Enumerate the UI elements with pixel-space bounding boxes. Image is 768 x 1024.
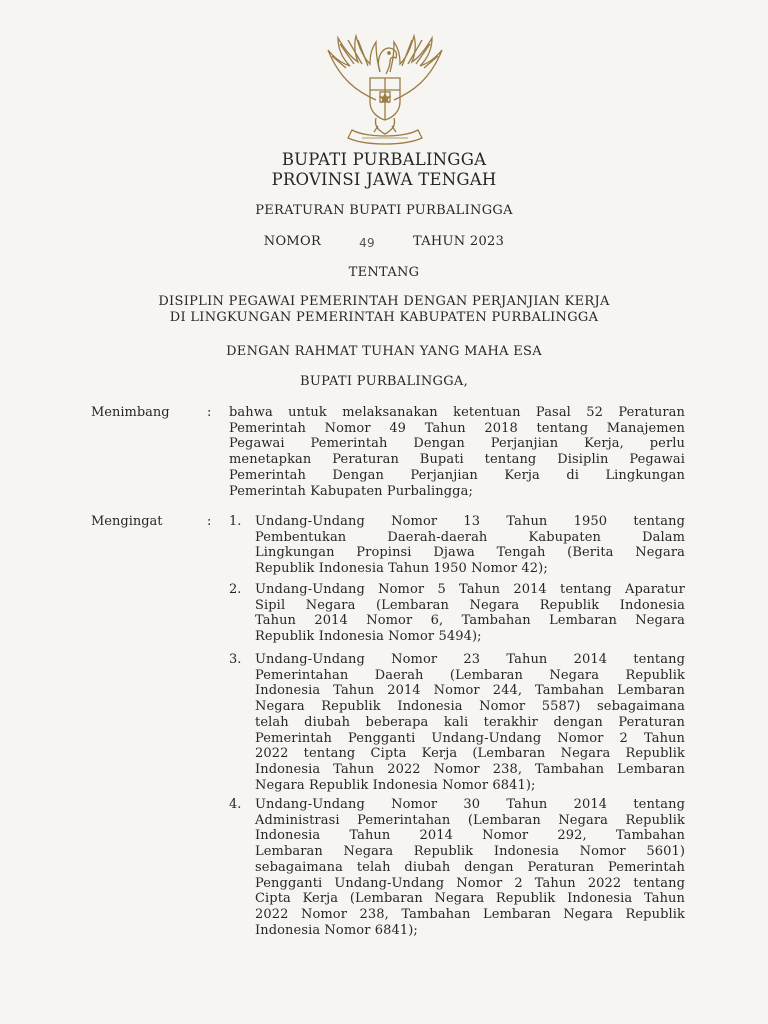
- list-item-line: Pemerintah Pengganti Undang-Undang Nomor 2 Tahun: [255, 730, 685, 746]
- mengingat-colon: :: [207, 514, 212, 529]
- tentang-heading: TENTANG: [348, 265, 420, 280]
- list-item-line: Undang-Undang Nomor 5 Tahun 2014 tentang Aparatur: [255, 582, 685, 597]
- list-item: [255, 514, 685, 577]
- list-item-line: Pembentukan Daerah-daerah Kabupaten Dalam: [255, 529, 685, 545]
- list-item-line: Undang-Undang Nomor 23 Tahun 2014 tentang: [255, 652, 685, 667]
- list-item-line: Undang-Undang Nomor 13 Tahun 1950 tentang: [255, 514, 685, 529]
- list-item-line: Undang-Undang Nomor 30 Tahun 2014 tentang: [255, 797, 685, 812]
- list-item-line: Pengganti Undang-Undang Nomor 2 Tahun 2022 tentang: [255, 875, 685, 891]
- mengingat-label: Mengingat: [91, 514, 163, 529]
- list-item-number: 4.: [229, 797, 242, 812]
- tahun-label: TAHUN 2023: [412, 234, 505, 249]
- nomor-value: 49: [359, 236, 375, 250]
- regulation-title-line-2: DI LINGKUNGAN PEMERINTAH KABUPATEN PURBALINGGA: [169, 310, 599, 325]
- list-item-line: Lingkungan Propinsi Djawa Tengah (Berita Negara: [255, 545, 685, 561]
- regulation-title-line-1: DISIPLIN PEGAWAI PEMERINTAH DENGAN PERJANJIAN KERJA: [158, 294, 610, 309]
- list-item-line: Indonesia Nomor 6841);: [255, 922, 418, 938]
- list-item-line: Indonesia Tahun 2014 Nomor 244, Tambahan Lembaran: [255, 683, 685, 699]
- list-item: [255, 652, 685, 793]
- menimbang-line: Pemerintah Nomor 49 Tahun 2018 tentang Manajemen: [229, 420, 685, 436]
- menimbang-line: menetapkan Peraturan Bupati tentang Disiplin Pegawai: [229, 452, 685, 468]
- menimbang-line: Pemerintah Kabupaten Purbalingga;: [229, 483, 473, 499]
- list-item-line: Pemerintahan Daerah (Lembaran Negara Republik: [255, 667, 685, 683]
- list-item: [255, 582, 685, 645]
- menimbang-text: [229, 405, 685, 499]
- header-line-1: BUPATI PURBALINGGA: [281, 150, 487, 169]
- regulation-number-line: [0, 233, 768, 250]
- regulation-title: [0, 294, 768, 326]
- list-item-number: 3.: [229, 652, 242, 667]
- list-item-line: Republik Indonesia Nomor 5494);: [255, 629, 482, 645]
- menimbang-colon: :: [207, 405, 212, 420]
- list-item-line: 2022 Nomor 238, Tambahan Lembaran Negara Republik: [255, 906, 685, 922]
- list-item-line: Negara Republik Indonesia Nomor 5587) sebagaimana: [255, 699, 685, 715]
- list-item-number: 2.: [229, 582, 242, 597]
- list-item-line: Administrasi Pemerintahan (Lembaran Negara Republik: [255, 812, 685, 828]
- list-item-line: Cipta Kerja (Lembaran Negara Republik Indonesia Tahun: [255, 891, 685, 907]
- list-item-line: Lembaran Negara Republik Indonesia Nomor 5601): [255, 844, 685, 860]
- menimbang-line: Pegawai Pemerintah Dengan Perjanjian Kerja, perlu: [229, 436, 685, 452]
- nomor-label: NOMOR: [263, 234, 322, 249]
- blessing-line: DENGAN RAHMAT TUHAN YANG MAHA ESA: [226, 344, 542, 359]
- header-line-2: PROVINSI JAWA TENGAH: [271, 170, 497, 189]
- menimbang-label: Menimbang: [91, 405, 170, 420]
- menimbang-line: bahwa untuk melaksanakan ketentuan Pasal 52 Peraturan: [229, 405, 685, 420]
- issuer-line: BUPATI PURBALINGGA,: [299, 374, 469, 389]
- list-item-line: Republik Indonesia Tahun 1950 Nomor 42);: [255, 561, 548, 577]
- regulation-type: PERATURAN BUPATI PURBALINGGA: [255, 203, 513, 218]
- list-item-line: Indonesia Tahun 2014 Nomor 292, Tambahan: [255, 828, 685, 844]
- list-item-line: Tahun 2014 Nomor 6, Tambahan Lembaran Negara: [255, 613, 685, 629]
- list-item-line: sebagaimana telah diubah dengan Peraturan Pemerintah: [255, 859, 685, 875]
- menimbang-line: Pemerintah Dengan Perjanjian Kerja di Lingkungan: [229, 467, 685, 483]
- list-item-line: Negara Republik Indonesia Nomor 6841);: [255, 777, 536, 793]
- garuda-pancasila-emblem-icon: [318, 30, 452, 152]
- list-item-line: Sipil Negara (Lembaran Negara Republik Indonesia: [255, 597, 685, 613]
- list-item-line: Indonesia Tahun 2022 Nomor 238, Tambahan Lembaran: [255, 761, 685, 777]
- list-item-number: 1.: [229, 514, 242, 529]
- list-item: [255, 797, 685, 938]
- list-item-line: 2022 tentang Cipta Kerja (Lembaran Negara Republik: [255, 746, 685, 762]
- issuer-header: [0, 150, 768, 190]
- list-item-line: telah diubah beberapa kali terakhir dengan Peraturan: [255, 714, 685, 730]
